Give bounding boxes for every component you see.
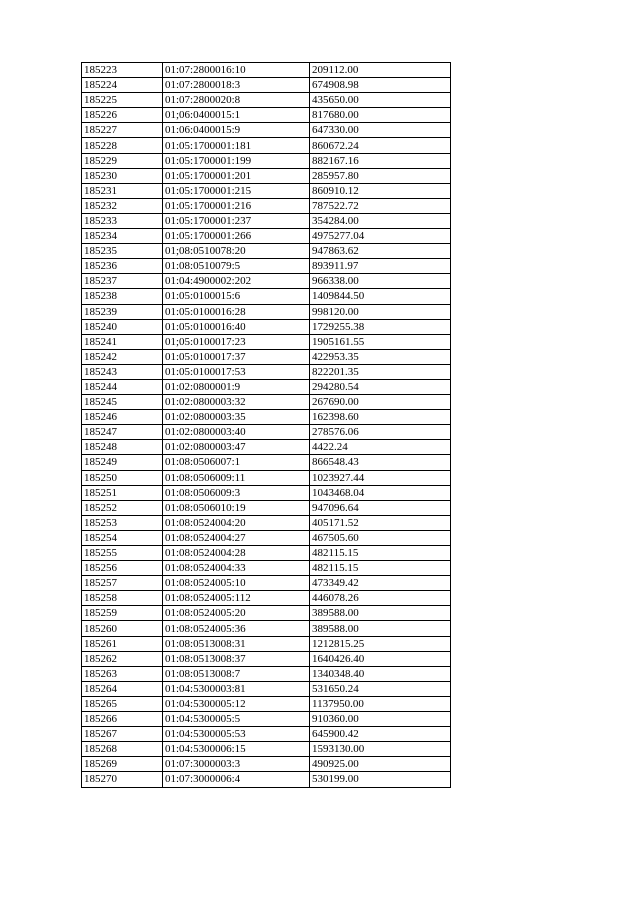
- record-id-cell: 185235: [82, 244, 163, 259]
- cadastral-number-cell: 01:05:1700001:201: [163, 168, 310, 183]
- value-cell: 882167.16: [310, 153, 451, 168]
- cadastral-number-cell: 01:08:0513008:37: [163, 651, 310, 666]
- cadastral-number-cell: 01:04:5300005:53: [163, 727, 310, 742]
- value-cell: 162398.60: [310, 410, 451, 425]
- record-id-cell: 185223: [82, 63, 163, 78]
- table-row: [82, 681, 451, 696]
- cadastral-number-cell: 01:05:1700001:199: [163, 153, 310, 168]
- value-cell: 435650.00: [310, 93, 451, 108]
- cadastral-number-cell: 01:08:0524005:10: [163, 576, 310, 591]
- table-row: [82, 666, 451, 681]
- table-row: [82, 259, 451, 274]
- cadastral-number-cell: 01:04:4900002:202: [163, 274, 310, 289]
- value-cell: 817680.00: [310, 108, 451, 123]
- table-row: [82, 621, 451, 636]
- record-id-cell: 185252: [82, 500, 163, 515]
- record-id-cell: 185247: [82, 425, 163, 440]
- record-id-cell: 185255: [82, 546, 163, 561]
- table-row: [82, 606, 451, 621]
- value-cell: 530199.00: [310, 772, 451, 787]
- record-id-cell: 185267: [82, 727, 163, 742]
- table-row: [82, 727, 451, 742]
- table-row: [82, 319, 451, 334]
- record-id-cell: 185261: [82, 636, 163, 651]
- record-id-cell: 185225: [82, 93, 163, 108]
- cadastral-number-cell: 01:08:0506010:19: [163, 500, 310, 515]
- record-id-cell: 185260: [82, 621, 163, 636]
- record-id-cell: 185240: [82, 319, 163, 334]
- table-row: [82, 213, 451, 228]
- record-id-cell: 185246: [82, 410, 163, 425]
- cadastral-number-cell: 01:08:0524004:33: [163, 561, 310, 576]
- table-row: [82, 742, 451, 757]
- cadastral-number-cell: 01:05:1700001:215: [163, 183, 310, 198]
- value-cell: 910360.00: [310, 712, 451, 727]
- value-cell: 1409844.50: [310, 289, 451, 304]
- table-row: [82, 244, 451, 259]
- record-id-cell: 185227: [82, 123, 163, 138]
- value-cell: 209112.00: [310, 63, 451, 78]
- record-id-cell: 185254: [82, 530, 163, 545]
- value-cell: 389588.00: [310, 621, 451, 636]
- table-row: [82, 289, 451, 304]
- value-cell: 285957.80: [310, 168, 451, 183]
- record-id-cell: 185239: [82, 304, 163, 319]
- table-row: [82, 395, 451, 410]
- cadastral-number-cell: 01:04:5300003:81: [163, 681, 310, 696]
- value-cell: 1212815.25: [310, 636, 451, 651]
- value-cell: 531650.24: [310, 681, 451, 696]
- table-row: [82, 108, 451, 123]
- record-id-cell: 185242: [82, 349, 163, 364]
- cadastral-number-cell: 01:05:0100016:40: [163, 319, 310, 334]
- cadastral-number-cell: 01:08:0513008:31: [163, 636, 310, 651]
- value-cell: 860672.24: [310, 138, 451, 153]
- table-row: [82, 425, 451, 440]
- cadastral-number-cell: 01:07:3000003:3: [163, 757, 310, 772]
- cadastral-number-cell: 01;05:0100017:23: [163, 334, 310, 349]
- table-row: [82, 183, 451, 198]
- value-cell: 278576.06: [310, 425, 451, 440]
- cadastral-number-cell: 01;06:0400015:1: [163, 108, 310, 123]
- table-row: [82, 696, 451, 711]
- table-row: [82, 712, 451, 727]
- table-row: [82, 304, 451, 319]
- record-id-cell: 185253: [82, 515, 163, 530]
- value-cell: 354284.00: [310, 213, 451, 228]
- value-cell: 966338.00: [310, 274, 451, 289]
- record-id-cell: 185264: [82, 681, 163, 696]
- value-cell: 1905161.55: [310, 334, 451, 349]
- table-row: [82, 138, 451, 153]
- value-cell: 1729255.38: [310, 319, 451, 334]
- cadastral-number-cell: 01:08:0506009:3: [163, 485, 310, 500]
- cadastral-number-cell: 01:08:0510079:5: [163, 259, 310, 274]
- cadastral-number-cell: 01:04:5300005:12: [163, 696, 310, 711]
- table-row: [82, 651, 451, 666]
- value-cell: 645900.42: [310, 727, 451, 742]
- record-id-cell: 185238: [82, 289, 163, 304]
- record-id-cell: 185263: [82, 666, 163, 681]
- record-id-cell: 185248: [82, 440, 163, 455]
- value-cell: 787522.72: [310, 198, 451, 213]
- record-id-cell: 185237: [82, 274, 163, 289]
- record-id-cell: 185251: [82, 485, 163, 500]
- value-cell: 482115.15: [310, 546, 451, 561]
- record-id-cell: 185262: [82, 651, 163, 666]
- record-id-cell: 185249: [82, 455, 163, 470]
- cadastral-number-cell: 01:02:0800003:32: [163, 395, 310, 410]
- value-cell: 1137950.00: [310, 696, 451, 711]
- table-row: [82, 168, 451, 183]
- cadastral-number-cell: 01:08:0506009:11: [163, 470, 310, 485]
- record-id-cell: 185243: [82, 364, 163, 379]
- cadastral-number-cell: 01:08:0524004:27: [163, 530, 310, 545]
- value-cell: 947096.64: [310, 500, 451, 515]
- cadastral-number-cell: 01:02:0800003:35: [163, 410, 310, 425]
- table-row: [82, 440, 451, 455]
- record-id-cell: 185236: [82, 259, 163, 274]
- value-cell: 473349.42: [310, 576, 451, 591]
- record-id-cell: 185226: [82, 108, 163, 123]
- cadastral-number-cell: 01:08:0513008:7: [163, 666, 310, 681]
- cadastral-number-cell: 01:05:1700001:181: [163, 138, 310, 153]
- cadastral-number-cell: 01:07:2800020:8: [163, 93, 310, 108]
- table-row: [82, 334, 451, 349]
- cadastral-number-cell: 01:05:0100017:53: [163, 364, 310, 379]
- table-row: [82, 229, 451, 244]
- table-row: [82, 123, 451, 138]
- cadastral-number-cell: 01:08:0524005:20: [163, 606, 310, 621]
- table-row: [82, 153, 451, 168]
- value-cell: 1340348.40: [310, 666, 451, 681]
- record-id-cell: 185256: [82, 561, 163, 576]
- record-id-cell: 185232: [82, 198, 163, 213]
- cadastral-number-cell: 01:08:0524005:112: [163, 591, 310, 606]
- cadastral-number-cell: 01:05:0100017:37: [163, 349, 310, 364]
- value-cell: 4975277.04: [310, 229, 451, 244]
- cadastral-number-cell: 01:08:0524004:20: [163, 515, 310, 530]
- cadastral-number-cell: 01:07:2800016:10: [163, 63, 310, 78]
- table-row: [82, 349, 451, 364]
- cadastral-number-cell: 01:02:0800001:9: [163, 379, 310, 394]
- cadastral-number-cell: 01:04:5300006:15: [163, 742, 310, 757]
- table-row: [82, 93, 451, 108]
- value-cell: 467505.60: [310, 530, 451, 545]
- record-id-cell: 185230: [82, 168, 163, 183]
- cadastral-number-cell: 01:08:0524005:36: [163, 621, 310, 636]
- cadastral-number-cell: 01:05:1700001:216: [163, 198, 310, 213]
- record-id-cell: 185258: [82, 591, 163, 606]
- record-id-cell: 185270: [82, 772, 163, 787]
- value-cell: 490925.00: [310, 757, 451, 772]
- table-row: [82, 515, 451, 530]
- record-id-cell: 185233: [82, 213, 163, 228]
- table-row: [82, 576, 451, 591]
- table-row: [82, 410, 451, 425]
- cadastral-number-cell: 01:04:5300005:5: [163, 712, 310, 727]
- value-cell: 389588.00: [310, 606, 451, 621]
- record-id-cell: 185257: [82, 576, 163, 591]
- table-row: [82, 772, 451, 787]
- table-row: [82, 379, 451, 394]
- table-row: [82, 78, 451, 93]
- value-cell: 1043468.04: [310, 485, 451, 500]
- value-cell: 866548.43: [310, 455, 451, 470]
- value-cell: 1593130.00: [310, 742, 451, 757]
- record-id-cell: 185234: [82, 229, 163, 244]
- value-cell: 822201.35: [310, 364, 451, 379]
- value-cell: 267690.00: [310, 395, 451, 410]
- record-id-cell: 185266: [82, 712, 163, 727]
- table-row: [82, 546, 451, 561]
- record-id-cell: 185245: [82, 395, 163, 410]
- value-cell: 482115.15: [310, 561, 451, 576]
- record-id-cell: 185269: [82, 757, 163, 772]
- table-row: [82, 561, 451, 576]
- cadastral-number-cell: 01:05:0100015:6: [163, 289, 310, 304]
- table-row: [82, 274, 451, 289]
- cadastral-number-cell: 01:05:1700001:266: [163, 229, 310, 244]
- cadastral-number-cell: 01:05:0100016:28: [163, 304, 310, 319]
- record-id-cell: 185244: [82, 379, 163, 394]
- table-row: [82, 63, 451, 78]
- cadastral-number-cell: 01:07:2800018:3: [163, 78, 310, 93]
- table-row: [82, 364, 451, 379]
- table-row: [82, 757, 451, 772]
- table-row: [82, 591, 451, 606]
- value-cell: 405171.52: [310, 515, 451, 530]
- value-cell: 674908.98: [310, 78, 451, 93]
- table-row: [82, 455, 451, 470]
- value-cell: 647330.00: [310, 123, 451, 138]
- record-id-cell: 185229: [82, 153, 163, 168]
- records-table: [81, 62, 451, 788]
- value-cell: 294280.54: [310, 379, 451, 394]
- value-cell: 1640426.40: [310, 651, 451, 666]
- cadastral-number-cell: 01:08:0506007:1: [163, 455, 310, 470]
- value-cell: 860910.12: [310, 183, 451, 198]
- record-id-cell: 185268: [82, 742, 163, 757]
- table-row: [82, 485, 451, 500]
- record-id-cell: 185224: [82, 78, 163, 93]
- data-sheet: [81, 62, 451, 788]
- value-cell: 998120.00: [310, 304, 451, 319]
- table-row: [82, 636, 451, 651]
- record-id-cell: 185231: [82, 183, 163, 198]
- value-cell: 893911.97: [310, 259, 451, 274]
- cadastral-number-cell: 01:02:0800003:47: [163, 440, 310, 455]
- cadastral-number-cell: 01;08:0510078:20: [163, 244, 310, 259]
- value-cell: 422953.35: [310, 349, 451, 364]
- records-table-body: [82, 63, 451, 788]
- cadastral-number-cell: 01:08:0524004:28: [163, 546, 310, 561]
- cadastral-number-cell: 01:07:3000006:4: [163, 772, 310, 787]
- table-row: [82, 198, 451, 213]
- table-row: [82, 530, 451, 545]
- record-id-cell: 185259: [82, 606, 163, 621]
- record-id-cell: 185265: [82, 696, 163, 711]
- cadastral-number-cell: 01:05:1700001:237: [163, 213, 310, 228]
- cadastral-number-cell: 01:02:0800003:40: [163, 425, 310, 440]
- record-id-cell: 185241: [82, 334, 163, 349]
- value-cell: 1023927.44: [310, 470, 451, 485]
- value-cell: 947863.62: [310, 244, 451, 259]
- value-cell: 4422.24: [310, 440, 451, 455]
- table-row: [82, 470, 451, 485]
- cadastral-number-cell: 01:06:0400015:9: [163, 123, 310, 138]
- value-cell: 446078.26: [310, 591, 451, 606]
- record-id-cell: 185228: [82, 138, 163, 153]
- record-id-cell: 185250: [82, 470, 163, 485]
- table-row: [82, 500, 451, 515]
